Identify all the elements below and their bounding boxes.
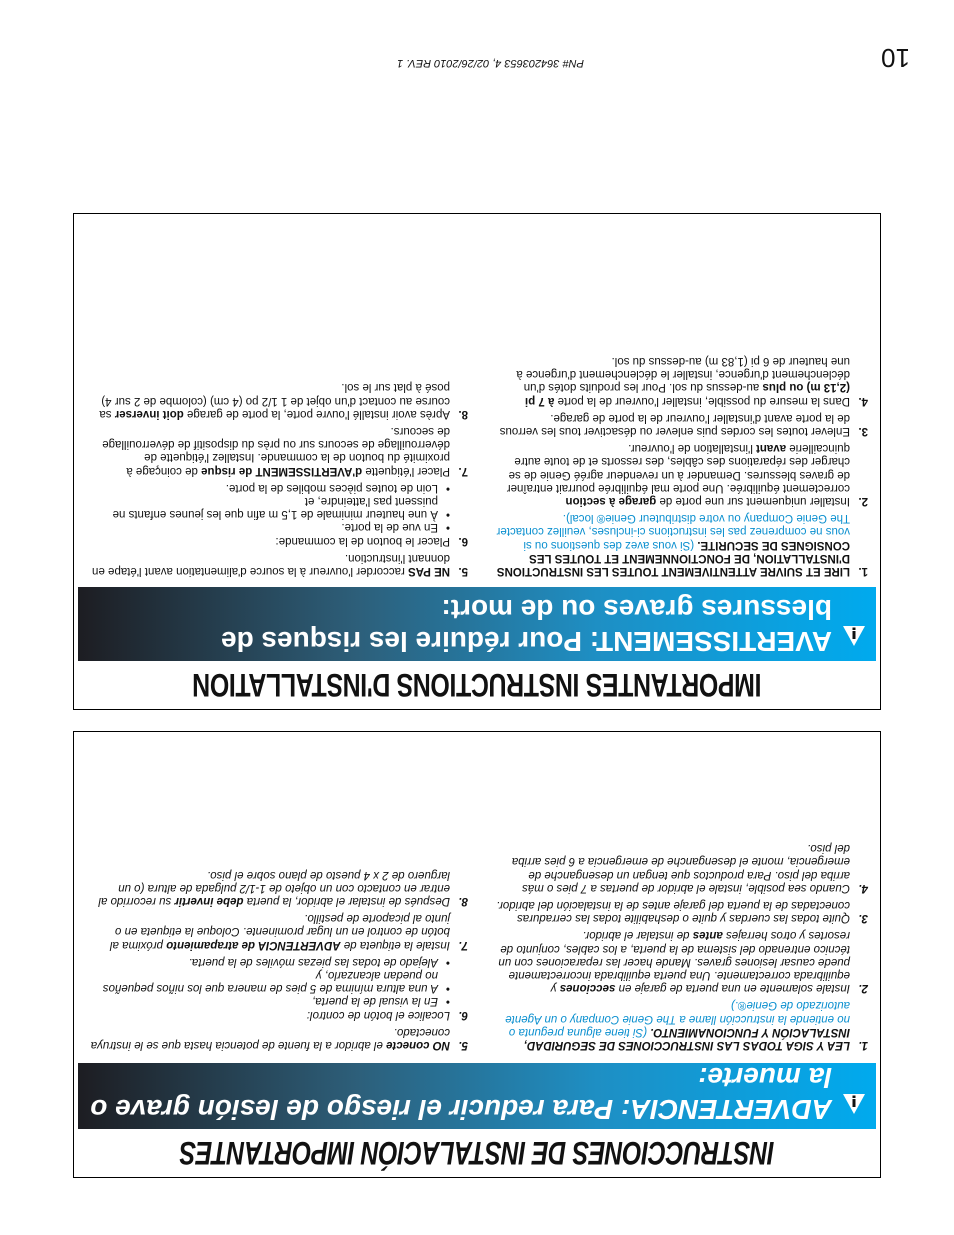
spanish-columns [86,740,868,1051]
item-number: 7. [458,464,468,477]
item-text: au-dessus du sol. Pour les produits dotés d'un déclenchement d'urgence, installer le déclenchement d'urgence à une hauteur de 6 pi (1,83 m) au-dessus du sol. [516,354,850,394]
spanish-item-6 [88,955,468,1021]
item-bold-text: conecte [386,1039,430,1051]
french-item-8 [88,380,468,420]
french-item-7 [88,424,468,477]
spanish-item-4 [496,841,868,894]
french-column-left [496,350,868,577]
item-number: 3. [858,424,868,437]
item-number: 6. [458,534,468,547]
bullet-item: • A una altura mínima de 5 pies de manera que los niños pequeños no puedan alcanzarlo, y [88,968,450,994]
item-bold-text: à 7 pi (2,13 m) ou plus [524,381,850,407]
item-text: Installer uniquement sur une porte de [659,494,850,507]
item-text: Instale la etiqueta de [343,938,450,951]
spanish-warning-text: ADVERTENCIA: Para reducir el riesgo de lesión grave o la muerte: [90,1062,832,1125]
spanish-item-8 [88,867,468,907]
item-number: 2. [858,494,868,507]
item-text: Localice el botón de control: [306,1008,450,1021]
item-bold-text: avant [756,442,787,455]
warning-icon [842,1093,866,1115]
page-number: 10 [881,43,910,73]
spanish-item-1 [496,998,868,1051]
item-number: 8. [458,894,468,907]
spanish-bullet-list [88,955,450,1008]
part-number: PN# 364203653 4, 02/26/2010 REV. 1 [397,57,584,69]
item-text: Enlever toutes les cordes puis enlever ou désactiver tous les verrous de la porte avant d'installer l'ouvreur de la porte de garage. [499,411,850,437]
item-bold-text: debe invertir [174,894,244,907]
item-text: sa course au contact d'un objet de 1 1/2 po (4 cm) (colombe de 2 sur 4) posé à plat sur le sol. [99,381,450,420]
spanish-column-left [496,837,868,1051]
warning-icon [842,625,866,647]
item-text: Cuando sea posible, instale el abridor de puertas a 7 pies o más arriba del piso. Para productos que tengan un desenganche de emergencia, monte el desenganche de emergencia a 6 pies arriba del piso. [511,842,850,894]
french-instructions-box [73,213,881,710]
item-number: 3. [858,912,868,925]
bullet-item: • Loin de toutes pièces mobiles de la porte. [88,481,450,494]
item-text: el abridor a la fuente de potencia hasta que se le instruya conectado. [90,1025,450,1051]
french-heading: IMPORTANTES INSTRUCTIONS D'INSTALLATION [192,667,762,703]
item-bold-text: secciones [559,982,616,995]
french-item-5 [88,551,468,577]
french-bullet-list [88,481,450,534]
item-text: Après avoir installé l'ouvre porte, la porte de garage [186,407,450,420]
item-text: Placer le bouton de la commande: [275,534,450,547]
item-number: 4. [858,394,868,407]
item-bold-text: LEA Y SIGA TODAS LAS INSTRUCCIONES DE SEGURIDAD, INSTALACIÓN Y FUNCIONAMIENTO. [523,1025,850,1051]
spanish-instructions-box [73,731,881,1178]
item-text: de coinçage à proximité du bouton de la commande. Installez l'étiquette de déverrouillage de secours sur ou près du dispositif de déverrouillage de secours. [102,424,450,477]
item-text: l'installation de l'ouvreur. [628,442,753,455]
bullet-item: • En la visual de la puerta, [88,994,450,1007]
item-number: 4. [858,881,868,894]
item-bold-text: d'AVERTISSEMENT de risque [201,464,363,477]
item-note-text: (Si vous avez des questions ou si vous ne comprenez pas les instructions ci-incluses, veuillez contacter The Genie Company ou votre distributeur Genie® local). [496,512,850,551]
spanish-item-2 [496,928,868,994]
item-number: 8. [458,407,468,420]
french-item-2 [496,441,868,507]
spanish-column-right [88,863,468,1051]
bullet-item: • À une hauteur minimale de 1,5 m afin que les jeunes enfants ne puissent pas l'atteindre, et [88,494,450,520]
french-warning-banner [78,587,876,661]
item-text: su recorrido al entrar en contacto con un objeto de 1-1/2 pulgada de altura (o un larguero de 2 x 4 puesto de plano sobre el piso. [98,868,450,907]
spanish-heading: INSTRUCCIONES DE INSTALACIÓN IMPORTANTES [179,1135,775,1171]
spanish-item-7 [88,911,468,951]
item-text: correctement équilibrée. Une porte mal équilibrée pourrait entraîner de graves blessures. Demander à un revendeur agréé Genie de se charger des réparations des câbles, des ressorts et de toute autre quincaillerie [506,442,850,494]
french-item-6 [88,481,468,547]
spanish-item-5 [88,1025,468,1051]
item-text: Después de instalar el abridor, la puerta [246,894,450,907]
item-bold-text: NO [432,1039,450,1051]
bullet-item: • En vue de la porte. [88,520,450,533]
item-number: 7. [458,938,468,951]
item-bold-text: ADVERTENCIA de atrapamiento [166,938,341,951]
page-footer [0,35,954,75]
item-number: 5. [458,1039,468,1051]
item-bold-text: garage à section [565,494,657,507]
item-text: de instalar el abridor. [582,929,690,942]
item-text: Dans la mesure du possible, installer l'ouvreur de la porte [557,394,850,407]
bullet-item: • Alejado de todas las piezas móviles de la puerta. [88,955,450,968]
item-number: 1. [858,1039,868,1051]
item-number: 1. [858,565,868,577]
french-item-3 [496,411,868,437]
french-columns [86,222,868,577]
item-note-text: (Si tiene alguna pregunta o no entiende la instrucción llame a The Genie Company o un Agente autorizado de Genie®.) [505,999,850,1038]
item-text: y equilibrada correctamente. Una puerta equilibrada incorrectamente puede causar lesiones graves. Mande hacer las reparaciones con un técnico entrenado del sistema de la puerta, a los cables, conjunto de resortes y otros herrajes [498,929,850,995]
french-item-4 [496,354,868,407]
item-bold-text: LIRE ET SUIVRE ATTENTIVEMENT TOUTES LES INSTRUCTIONS D'INSTALLATION, DE FONCTIONNEMENT ET TOUTES LES CONSIGNES DE SECURITE. [496,538,850,577]
item-bold-text: doit inverser [114,407,184,420]
item-text: Instale solamente en una puerta de garaje en [618,982,850,995]
french-item-1 [496,511,868,577]
item-number: 2. [858,982,868,995]
item-bold-text: antes [692,929,723,942]
item-text: Quite todas las cuerdas y quite o deshabilite todas las cerraduras conectadas de la puerta del garaje antes de la instalación del abridor. [496,898,850,925]
spanish-item-3 [496,898,868,924]
item-text: próxima al botón de control en un lugar prominente. Coloque la etiqueta en o junto al picaporte de pestillo. [109,912,450,951]
item-text: Placer l'étiquette [365,464,450,477]
item-text: raccorder l'ouvreur à la source d'alimentation avant l'étape en donnant l'instruction. [92,551,450,577]
item-number: 5. [458,565,468,577]
spanish-warning-banner [78,1063,876,1129]
french-warning-text: AVERTISSEMENT: Pour réduire les risques de blessures graves ou de mort: [221,594,832,657]
french-column-right [88,376,468,577]
item-bold-text: NE PAS [408,565,450,577]
item-number: 6. [458,1008,468,1021]
